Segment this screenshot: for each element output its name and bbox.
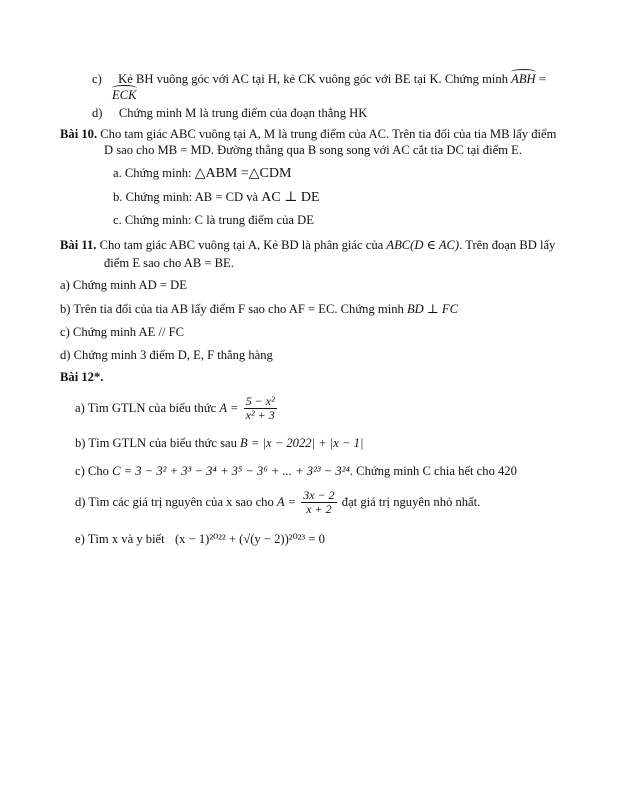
exercise-10-a: [113, 166, 291, 181]
exercise-10-label: Bài 10.: [60, 127, 98, 141]
exercise-11-angle-math: ABC(D ∈ AC): [386, 238, 460, 252]
exercise-11-line1-end: . Trên đoạn BD lấy: [459, 238, 556, 252]
exercise-10: [60, 127, 556, 142]
exercise-12-label: Bài 12*.: [60, 370, 104, 384]
exercise-11-d: d) Chứng minh 3 điểm D, E, F thẳng hàng: [60, 348, 273, 362]
exercise-12-c: [75, 464, 517, 479]
exercise-12-b-math: B = |x − 2022| + |x − 1|: [240, 436, 364, 450]
exercise-11-label: Bài 11.: [60, 238, 97, 252]
item-d: [92, 106, 367, 121]
exercise-12-d-numerator: 3x − 2: [303, 487, 335, 502]
exercise-12-d-denominator: x + 2: [306, 501, 332, 516]
exercise-12-b-text: b) Tìm GTLN của biểu thức sau: [75, 436, 237, 450]
exercise-12-a: [75, 394, 279, 422]
exercise-10-a-math: △ABM =△CDM: [194, 166, 292, 181]
exercise-12-e-math: (x − 1)²⁰²² + (√(y − 2))²⁰²³ = 0: [174, 532, 325, 546]
exercise-11-c: c) Chứng minh AE // FC: [60, 325, 185, 339]
item-d-marker: d): [92, 106, 103, 120]
item-c-marker: c): [92, 72, 102, 86]
exercise-10-a-text: a. Chứng minh:: [113, 166, 192, 180]
exercise-11: [60, 238, 555, 253]
item-c-text: Kẻ BH vuông góc với AC tại H, kẻ CK vuông góc với BE tại K. Chứng minh: [118, 72, 508, 86]
exercise-10-line2: D sao cho MB = MD. Đường thẳng qua B song song với AC cắt tia DC tại điểm E.: [104, 143, 522, 157]
exercise-12-c-end: . Chứng minh C chia hết cho 420: [349, 464, 517, 478]
angle-abh: ABH: [511, 72, 536, 86]
exercise-11-b-math: BD ⊥ FC: [406, 302, 458, 316]
exercise-12-c-text: c) Cho: [75, 464, 109, 478]
exercise-11-b-text: b) Trên tia đối của tia AB lấy điểm F sao cho AF = EC. Chứng minh: [60, 302, 404, 316]
exercise-12-c-math: C = 3 − 3² + 3³ − 3⁴ + 3⁵ − 3⁶ + ... + 3²³ − 3²⁴: [112, 464, 350, 478]
exercise-12-e: [75, 532, 325, 547]
exercise-12-a-lhs: A =: [219, 401, 239, 416]
item-c: [92, 72, 546, 87]
exercise-10-b-math: AC ⊥ DE: [261, 190, 320, 205]
exercise-10-line1: Cho tam giác ABC vuông tại A, M là trung điểm của AC. Trên tia đối của tia MB lấy điểm: [100, 127, 557, 141]
exercise-12-d: [75, 488, 480, 516]
exercise-12-d-end: đạt giá trị nguyên nhỏ nhất.: [341, 495, 481, 510]
angle-eck: ECK: [112, 88, 137, 102]
exercise-11-b: [60, 302, 458, 317]
exercise-11-a: a) Chứng minh AD = DE: [60, 278, 187, 292]
item-c-continuation: [112, 88, 137, 103]
exercise-12-d-text: d) Tìm các giá trị nguyên của x sao cho: [75, 495, 274, 510]
item-d-text: Chứng minh M là trung điểm của đoạn thẳng HK: [118, 106, 368, 120]
exercise-12-d-fraction: [301, 489, 336, 516]
exercise-11-line1: Cho tam giác ABC vuông tại A, Kẻ BD là phân giác của: [99, 238, 384, 252]
exercise-10-c: c. Chứng minh: C là trung điểm của DE: [113, 213, 314, 227]
exercise-12-a-fraction: [244, 395, 277, 422]
equals-sign: =: [538, 72, 546, 86]
exercise-12-a-text: a) Tìm GTLN của biểu thức: [75, 401, 217, 416]
exercise-12-e-text: e) Tìm x và y biết: [75, 532, 165, 546]
exercise-12-a-denominator: x² + 3: [245, 407, 275, 422]
exercise-12-d-lhs: A =: [276, 495, 297, 510]
exercise-10-b: [113, 190, 320, 205]
exercise-12-b: [75, 436, 363, 451]
exercise-11-line2: điểm E sao cho AB = BE.: [104, 256, 234, 270]
exercise-10-b-text: b. Chứng minh: AB = CD và: [113, 190, 259, 204]
exercise-12-a-numerator: 5 − x²: [245, 393, 275, 408]
